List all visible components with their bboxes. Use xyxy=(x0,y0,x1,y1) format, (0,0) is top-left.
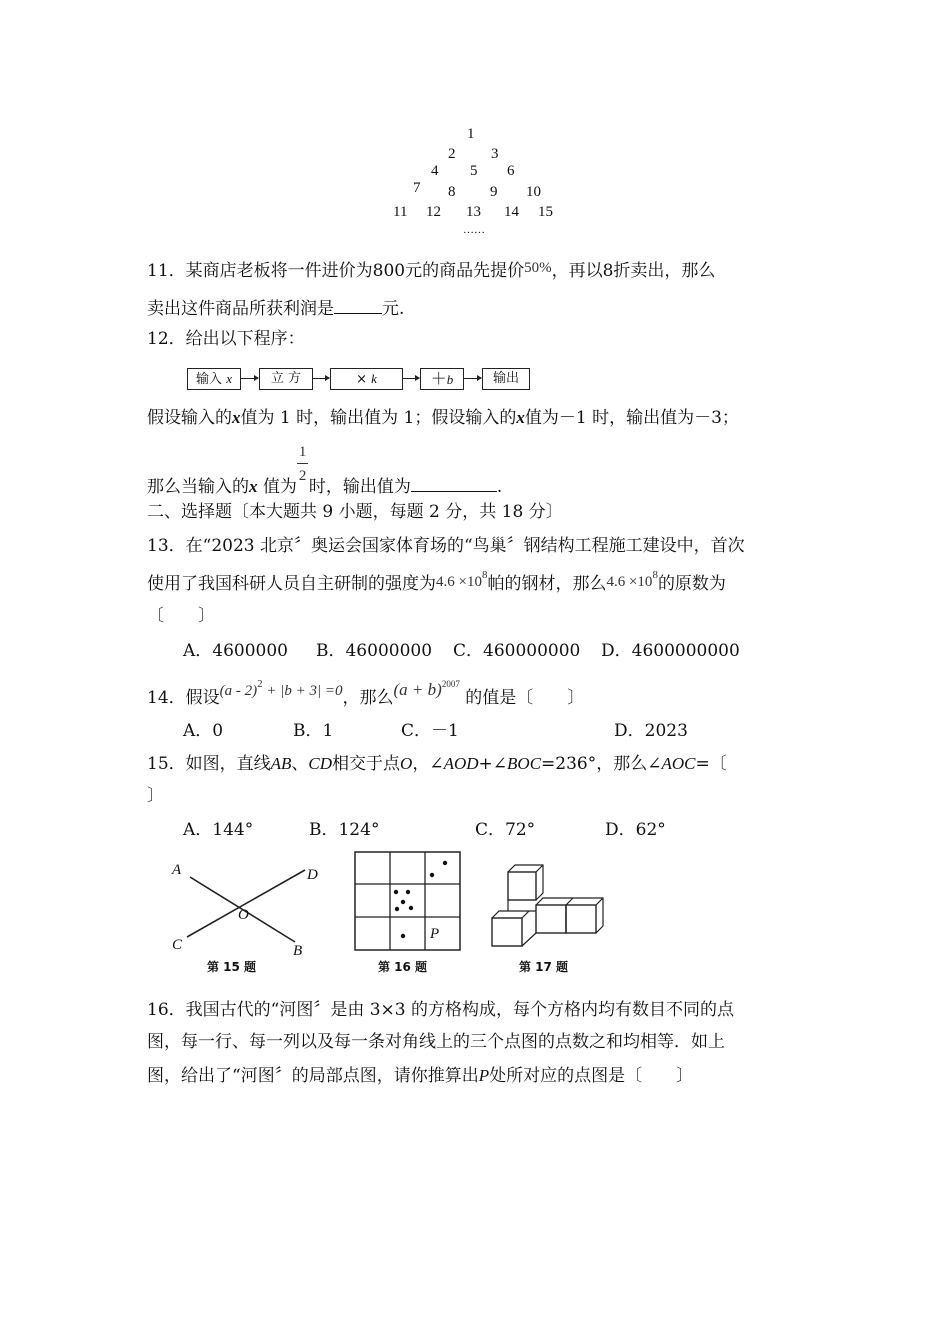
cube-face xyxy=(536,905,566,933)
q15-text: ，∠ xyxy=(412,754,444,774)
tri-ellipsis: …… xyxy=(463,224,485,236)
tri-num: 13 xyxy=(466,204,481,220)
cube-edge xyxy=(536,865,543,872)
q14-option-a[interactable]: A．0 xyxy=(183,721,224,741)
tri-num: 12 xyxy=(426,204,441,220)
flow-box-input xyxy=(187,368,241,390)
cubes-diagram xyxy=(486,860,611,955)
q14-exponent: 2007 xyxy=(441,679,460,689)
cube-edge xyxy=(522,933,536,946)
q16-text: 图，给出了“河图〞的局部点图，请你推算出 xyxy=(147,1066,479,1086)
q11-price: 800 xyxy=(372,261,406,281)
flow-arrow xyxy=(402,378,419,379)
sci-base: 4.6 ×10 xyxy=(436,574,482,590)
q16-line1: 16．我国古代的“河图〞是由 3×3 的方格构成，每个方格内均有数目不同的点 xyxy=(147,1000,735,1020)
number-triangle-figure xyxy=(380,122,570,242)
label-a: A xyxy=(172,862,182,878)
flow-arrow xyxy=(240,378,258,379)
fig16-caption: 第 16 题 xyxy=(378,960,428,974)
sci-exponent: 8 xyxy=(481,569,488,581)
q12-var-x: x xyxy=(516,408,525,427)
q15-text: 、 xyxy=(291,754,309,774)
q14-text: ，那么 xyxy=(342,688,394,708)
q13-line2 xyxy=(147,569,726,597)
figure-15 xyxy=(165,855,335,980)
q14-line xyxy=(147,678,585,711)
flow-arrow xyxy=(463,378,481,379)
q15-option-a[interactable]: A．144° xyxy=(183,820,254,840)
section-heading: 二、选择题〔本大题共 9 小题，每题 2 分，共 18 分〕 xyxy=(147,502,563,522)
q15-text: 相交于点 xyxy=(332,754,401,774)
figure-16 xyxy=(350,850,470,980)
cube-face xyxy=(492,918,522,946)
q12-line1 xyxy=(147,406,739,430)
q14-option-d[interactable]: D．2023 xyxy=(614,721,688,741)
q11-discount: 8 xyxy=(602,261,614,281)
cube-edge xyxy=(566,898,573,905)
q15-text: 15．如图，直线 xyxy=(147,754,271,774)
q11-text: 卖出这件商品所获利润是 xyxy=(147,299,334,319)
tri-num: 11 xyxy=(393,204,408,220)
q14-term: + |b + 3| =0 xyxy=(266,683,343,699)
tri-num: 10 xyxy=(526,184,541,200)
grid-dot xyxy=(394,890,398,894)
sci-notation xyxy=(606,569,658,590)
q14-option-b[interactable]: B．1 xyxy=(293,721,334,741)
tri-num: 5 xyxy=(470,163,478,179)
q15-line1 xyxy=(147,752,727,776)
q12-text: 值为 xyxy=(262,477,297,497)
q12-text: 那么当输入的 xyxy=(147,477,249,497)
q14-term: (a + b) xyxy=(393,680,442,699)
tri-num: 4 xyxy=(431,163,439,179)
flow-box-output: 输出 xyxy=(482,368,530,390)
q16-line3 xyxy=(147,1064,693,1088)
fraction-denominator: 2 xyxy=(298,468,307,484)
q14-text: 的值是〔 〕 xyxy=(465,688,585,708)
q12-text: 时，输出值为 xyxy=(308,477,411,497)
q12-text: 值为 1 时，输出值为 1；假设输入的 xyxy=(240,408,517,428)
flow-box-var: b xyxy=(446,372,454,387)
q11-text: ，再以 xyxy=(551,261,603,281)
q12-var-x: x xyxy=(249,477,258,496)
fraction-numerator: 1 xyxy=(298,444,307,460)
q15-option-c[interactable]: C．72° xyxy=(475,820,536,840)
grid-dot xyxy=(430,873,434,877)
q13-option-a[interactable]: A．4600000 xyxy=(183,641,288,661)
q15-option-b[interactable]: B．124° xyxy=(309,820,380,840)
line-cd xyxy=(187,870,305,937)
tri-num: 1 xyxy=(467,126,475,142)
label-o: O xyxy=(238,907,249,923)
sci-base: 4.6 ×10 xyxy=(606,574,653,590)
q15-var: O xyxy=(400,754,413,773)
tri-num: 3 xyxy=(491,146,499,162)
sci-exponent: 8 xyxy=(652,569,658,581)
q14-option-c[interactable]: C．－1 xyxy=(401,721,459,741)
grid-dot xyxy=(395,907,399,911)
flow-box-times-k xyxy=(330,368,403,390)
q13-text: 使用了我国科研人员自主研制的强度为 xyxy=(147,574,436,594)
cube-edge xyxy=(596,898,603,905)
tri-num: 9 xyxy=(490,184,498,200)
cube-face xyxy=(508,872,536,900)
grid-dot xyxy=(409,906,413,910)
grid-label-p: P xyxy=(430,926,440,942)
q11-text: 元. xyxy=(382,299,405,319)
fig17-caption: 第 17 题 xyxy=(519,960,569,974)
tri-num: 14 xyxy=(504,204,519,220)
flow-box-var: k xyxy=(371,371,377,386)
q11-text: 折卖出，那么 xyxy=(613,261,716,281)
figure-17 xyxy=(486,860,611,982)
flow-box-var: x xyxy=(226,371,232,386)
grid-dot xyxy=(406,890,410,894)
grid-dot xyxy=(401,934,405,938)
q14-exponent: 2 xyxy=(257,678,263,690)
q13-option-c[interactable]: C．460000000 xyxy=(453,641,581,661)
q11-line2 xyxy=(147,295,404,321)
cube-edge xyxy=(522,911,529,918)
cube-edge xyxy=(536,898,603,933)
grid-dot xyxy=(443,861,447,865)
q12-title: 12．给出以下程序： xyxy=(147,329,305,349)
grid-dot xyxy=(401,900,405,904)
q15-var: AB xyxy=(270,754,292,773)
q13-option-d[interactable]: D．4600000000 xyxy=(601,641,740,661)
tri-num: 7 xyxy=(413,180,421,196)
flow-box-label: 输入 xyxy=(196,372,223,387)
label-c: C xyxy=(172,937,183,953)
q11-percent: 50% xyxy=(524,260,552,276)
q14-expr-right xyxy=(394,680,460,699)
tri-num: 6 xyxy=(507,163,515,179)
q15-var: BOC xyxy=(507,754,542,773)
q11-text: 11．某商店老板将一件进价为 xyxy=(147,261,373,281)
fig15-caption: 第 15 题 xyxy=(207,960,257,974)
tri-num: 8 xyxy=(448,184,456,200)
q15-text: =〔 xyxy=(695,754,727,774)
hetu-grid xyxy=(350,850,470,955)
sci-notation xyxy=(436,569,488,590)
q13-text: 的原数为 xyxy=(657,574,726,594)
q16-text: 处所对应的点图是〔 〕 xyxy=(489,1066,694,1086)
flow-box-op: ＋ xyxy=(430,369,447,388)
q14-term: (a - 2) xyxy=(219,683,258,699)
label-d: D xyxy=(307,867,318,883)
cube-face xyxy=(566,905,596,933)
q12-text: 假设输入的 xyxy=(147,408,232,428)
q13-line1: 13．在“2023 北京〞奥运会国家体育场的“鸟巢〞钢结构工程施工建设中，首次 xyxy=(147,536,745,556)
q13-option-b[interactable]: B．46000000 xyxy=(316,641,433,661)
q12-text: . xyxy=(496,477,503,497)
q15-option-d[interactable]: D．62° xyxy=(605,820,666,840)
q15-line2: 〕 xyxy=(147,786,164,806)
label-b: B xyxy=(293,943,303,959)
q16-line2: 图，每一行、每一列以及每一条对角线上的三个点图的点数之和均相等．如上 xyxy=(147,1032,725,1052)
q15-var: AOC xyxy=(661,754,696,773)
flow-box-cube: 立 方 xyxy=(259,368,313,390)
q15-text: =236°，那么∠ xyxy=(541,754,662,774)
flow-arrow xyxy=(312,378,329,379)
flow-box-op: × xyxy=(356,372,367,387)
q12-answer-blank[interactable] xyxy=(411,473,497,492)
q12-var-x: x xyxy=(232,408,241,427)
q15-text: +∠ xyxy=(478,754,508,774)
cube-edge xyxy=(492,911,536,918)
q12-text: 值为－1 时，输出值为－3； xyxy=(524,408,739,428)
q11-text: 元的商品先提价 xyxy=(405,261,525,281)
flow-box-plus-b xyxy=(420,368,464,390)
tri-num: 15 xyxy=(538,204,553,220)
fraction-one-half xyxy=(297,444,309,492)
q14-expr-left xyxy=(219,678,343,699)
q15-var: AOD xyxy=(443,754,479,773)
q14-text: 14．假设 xyxy=(147,688,220,708)
tri-num: 2 xyxy=(448,146,456,162)
q12-line2 xyxy=(147,444,503,499)
q15-var: CD xyxy=(308,754,333,773)
q11-answer-blank[interactable] xyxy=(334,295,382,314)
q13-text: 帕的钢材，那么 xyxy=(487,574,607,594)
grid-border xyxy=(355,852,460,950)
q13-answer-paren[interactable]: 〔 〕 xyxy=(147,606,215,626)
q11-line1 xyxy=(147,259,715,284)
q16-var-p: P xyxy=(478,1066,490,1085)
